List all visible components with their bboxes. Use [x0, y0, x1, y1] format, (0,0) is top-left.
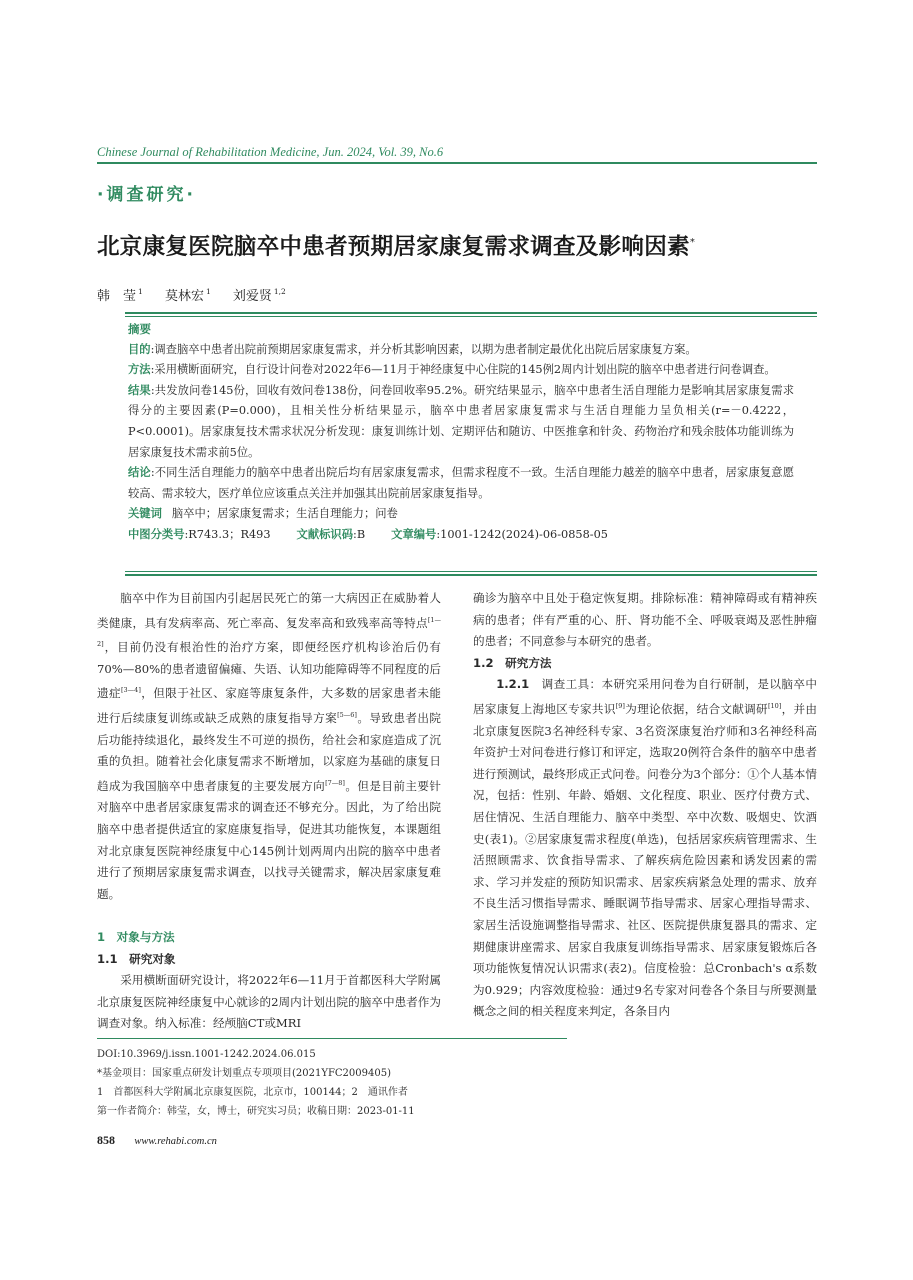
- citation: [7—8]: [325, 778, 345, 787]
- footnotes: [97, 1045, 597, 1121]
- page-footer: [97, 1133, 217, 1148]
- doc-code-value: :B: [353, 527, 366, 541]
- article-title: [97, 229, 695, 261]
- abstract-result: [128, 381, 794, 463]
- section-heading-1-1: 1.1 研究对象: [97, 951, 176, 966]
- abstract-box: [125, 312, 817, 576]
- journal-name: Chinese Journal of Rehabilitation Medicine,: [97, 145, 320, 159]
- journal-issue: Jun. 2024, Vol. 39, No.6: [322, 145, 444, 159]
- methods-text-3: ，并由北京康复医院3名神经科专家、3名资深康复治疗师和3名神经科高年资护士对问卷进行修订和评定，选取20例符合条件的脑卒中患者进行预测试，最终形成正式问卷。问卷分为3个部分：①个人基本情况，包括：性别、年龄、婚姻、文化程度、职业、医疗付费方式、居住情况、生活自理能力、脑卒中类型、卒中次数、吸烟史、饮酒史(表1)。②居家康复需求程度(单选)，包括居家疾病管理需求、生活照顾需求、饮食指导需求、了解疾病危险因素和诱发因素的需求、学习并发症的预防知识需求、居家疾病紧急处理的需求、放弃不良生活习惯指导需求、睡眠调节指导需求、居家心理指导需求、家居生活设施调整指导需求、社区、医院提供康复器具的需求、定期健康讲座需求、居家自我康复训练指导需求、居家康复锻炼后各项功能恢复情况认识需求(表2)。信度检验：总Cronbach's α系数为0.929；内容效度检验：通过9名专家对问卷各个条目与所要测量概念之间的相关程度来判定，各条目内: [473, 701, 817, 1019]
- page-number: 858: [97, 1133, 115, 1147]
- abstract-objective: [128, 340, 794, 361]
- author: [233, 289, 286, 304]
- result-text: :共发放问卷145份，回收有效问卷138份，问卷回收率95.2%。研究结果显示，脑卒中患者生活自理能力是影响其居家康复需求得分的主要因素(P=0.000)，且相关性分析结果显示，脑卒中患者居家康复需求与生活自理能力呈负相关(r=－0.4222，P<0.0001)。居家康复技术需求状况分析发现：康复训练计划、定期评估和随访、中医推拿和针灸、药物治疗和残余肢体功能训练为居家康复技术需求前5位。: [128, 383, 794, 459]
- keywords-label: 关键词: [128, 507, 162, 521]
- author-affiliation: 1: [138, 287, 143, 296]
- intro-paragraph: [97, 588, 441, 905]
- intro-text-1: 脑卒中作为目前国内引起居民死亡的第一大病因正在威胁着人类健康，具有发病率高、死亡率高、复发率高和致残率高等特点: [97, 591, 441, 630]
- intro-text-2: ，目前仍没有根治性的治疗方案，即便经医疗机构诊治后仍有70%—80%的患者遗留偏瘫、失语、认知功能障碍等不同程度的后遗症: [97, 640, 441, 701]
- title-text: 北京康复医院脑卒中患者预期居家康复需求调查及影响因素: [97, 234, 690, 260]
- abstract-heading: 摘要: [128, 322, 151, 336]
- intro-text-4: 。导致患者出院后功能持续退化，最终发生不可逆的损伤，给社会和家庭造成了沉重的负担。随着社会化康复需求不断增加，以家庭为基础的康复日趋成为我国脑卒中患者康复的主要发展方向: [97, 710, 441, 793]
- abstract-content: [128, 319, 794, 546]
- header-rule: [97, 162, 817, 164]
- methods-text-2: 为理论依据，结合文献调研: [624, 701, 768, 716]
- subjects-paragraph: 采用横断面研究设计，将2022年6—11月于首都医科大学附属北京康复医院神经康复中心就诊的2周内计划出院的脑卒中患者作为调查对象。纳入标准：经颅脑CT或MRI: [97, 973, 441, 1031]
- methods-text-1: 调查工具：本研究采用问卷为自行研制，是以脑卒中居家康复上海地区专家共识: [473, 677, 817, 716]
- author-affiliation: 1,2: [273, 287, 286, 296]
- doi-line: DOI:10.3969/j.issn.1001-1242.2024.06.015: [97, 1049, 316, 1060]
- article-no-value: :1001-1242(2024)-06-0858-05: [436, 527, 608, 541]
- citation: [10]: [767, 701, 782, 710]
- keywords-text: 脑卒中；居家康复需求；生活自理能力；问卷: [171, 507, 398, 521]
- author-affiliation: 1: [205, 287, 211, 296]
- criteria-paragraph: 确诊为脑卒中且处于稳定恢复期。排除标准：精神障碍或有精神疾病的患者；伴有严重的心、肝、肾功能不全、呼吸衰竭及恶性肿瘤的患者；不同意参与本研究的患者。: [473, 591, 817, 649]
- author-name: 刘爱贤: [232, 289, 272, 304]
- abstract-keywords: [128, 504, 794, 525]
- affiliation-line: 1 首都医科大学附属北京康复医院，北京市，100144；2 通讯作者: [97, 1087, 408, 1098]
- footnote-rule: [97, 1038, 567, 1039]
- citation: [5—6]: [337, 710, 357, 719]
- intro-text-3: ，但限于社区、家庭等康复条件，大多数的居家患者未能进行后续康复训练或缺乏成熟的康复指导方案: [97, 686, 441, 725]
- title-fund-mark: *: [689, 237, 696, 248]
- author-list: [97, 285, 304, 304]
- class-no-value: :R743.3；R493: [184, 527, 271, 541]
- journal-running-header: [97, 145, 443, 160]
- author: [165, 289, 211, 304]
- author-bio-line: 第一作者简介：韩莹，女，博士，研究实习员；收稿日期：2023-01-11: [97, 1106, 415, 1117]
- section-tag: ·调查研究·: [97, 185, 196, 205]
- conclusion-text: :不同生活自理能力的脑卒中患者出院后均有居家康复需求，但需求程度不一致。生活自理能力越差的脑卒中患者，居家康复意愿较高、需求较大，医疗单位应该重点关注并加强其出院前居家康复指导。: [128, 466, 794, 500]
- result-label: 结果: [128, 383, 151, 397]
- conclusion-label: 结论: [128, 466, 151, 480]
- methods-paragraph: [473, 674, 817, 1023]
- subsection-number: 1.2.1: [496, 677, 530, 692]
- objective-text: :调查脑卒中患者出院前预期居家康复需求，并分析其影响因素，以期为患者制定最优化出院后居家康复方案。: [150, 342, 697, 356]
- section-heading-1-2: 1.2 研究方法: [473, 655, 552, 670]
- abstract-conclusion: [128, 463, 794, 504]
- method-text: :采用横断面研究，自行设计问卷对2022年6—11月于神经康复中心住院的145例2周内计划出院的脑卒中患者进行问卷调查。: [150, 363, 776, 377]
- author-name: 莫林宏: [164, 289, 204, 304]
- objective-label: 目的: [128, 342, 151, 356]
- body-column-left: [97, 588, 441, 1035]
- article-no-label: 文章编号: [391, 527, 437, 541]
- citation: [1—2]: [97, 615, 441, 649]
- classification-line: [128, 525, 794, 546]
- author: [97, 289, 143, 304]
- abstract-method: [128, 360, 794, 381]
- author-name: 韩 莹: [97, 289, 137, 304]
- class-no-label: 中图分类号: [128, 527, 185, 541]
- doc-code-label: 文献标识码: [296, 527, 354, 541]
- citation: [3—4]: [121, 686, 141, 695]
- method-label: 方法: [128, 363, 151, 377]
- citation: [9]: [615, 701, 625, 710]
- body-column-right: [473, 588, 817, 1023]
- journal-url: www.rehabi.com.cn: [134, 1136, 217, 1147]
- fund-line: *基金项目：国家重点研发计划重点专项项目(2021YFC2009405): [97, 1068, 391, 1079]
- section-heading-1: 1 对象与方法: [97, 929, 175, 944]
- intro-text-5: 。但是目前主要针对脑卒中患者居家康复需求的调查还不够充分。因此，为了给出院脑卒中患者提供适宜的家庭康复指导，促进其功能恢复，本课题组对北京康复医院神经康复中心145例计划两周内出院的脑卒中患者进行了预期居家康复需求调查，以找寻关键需求，解决居家康复难题。: [97, 778, 441, 901]
